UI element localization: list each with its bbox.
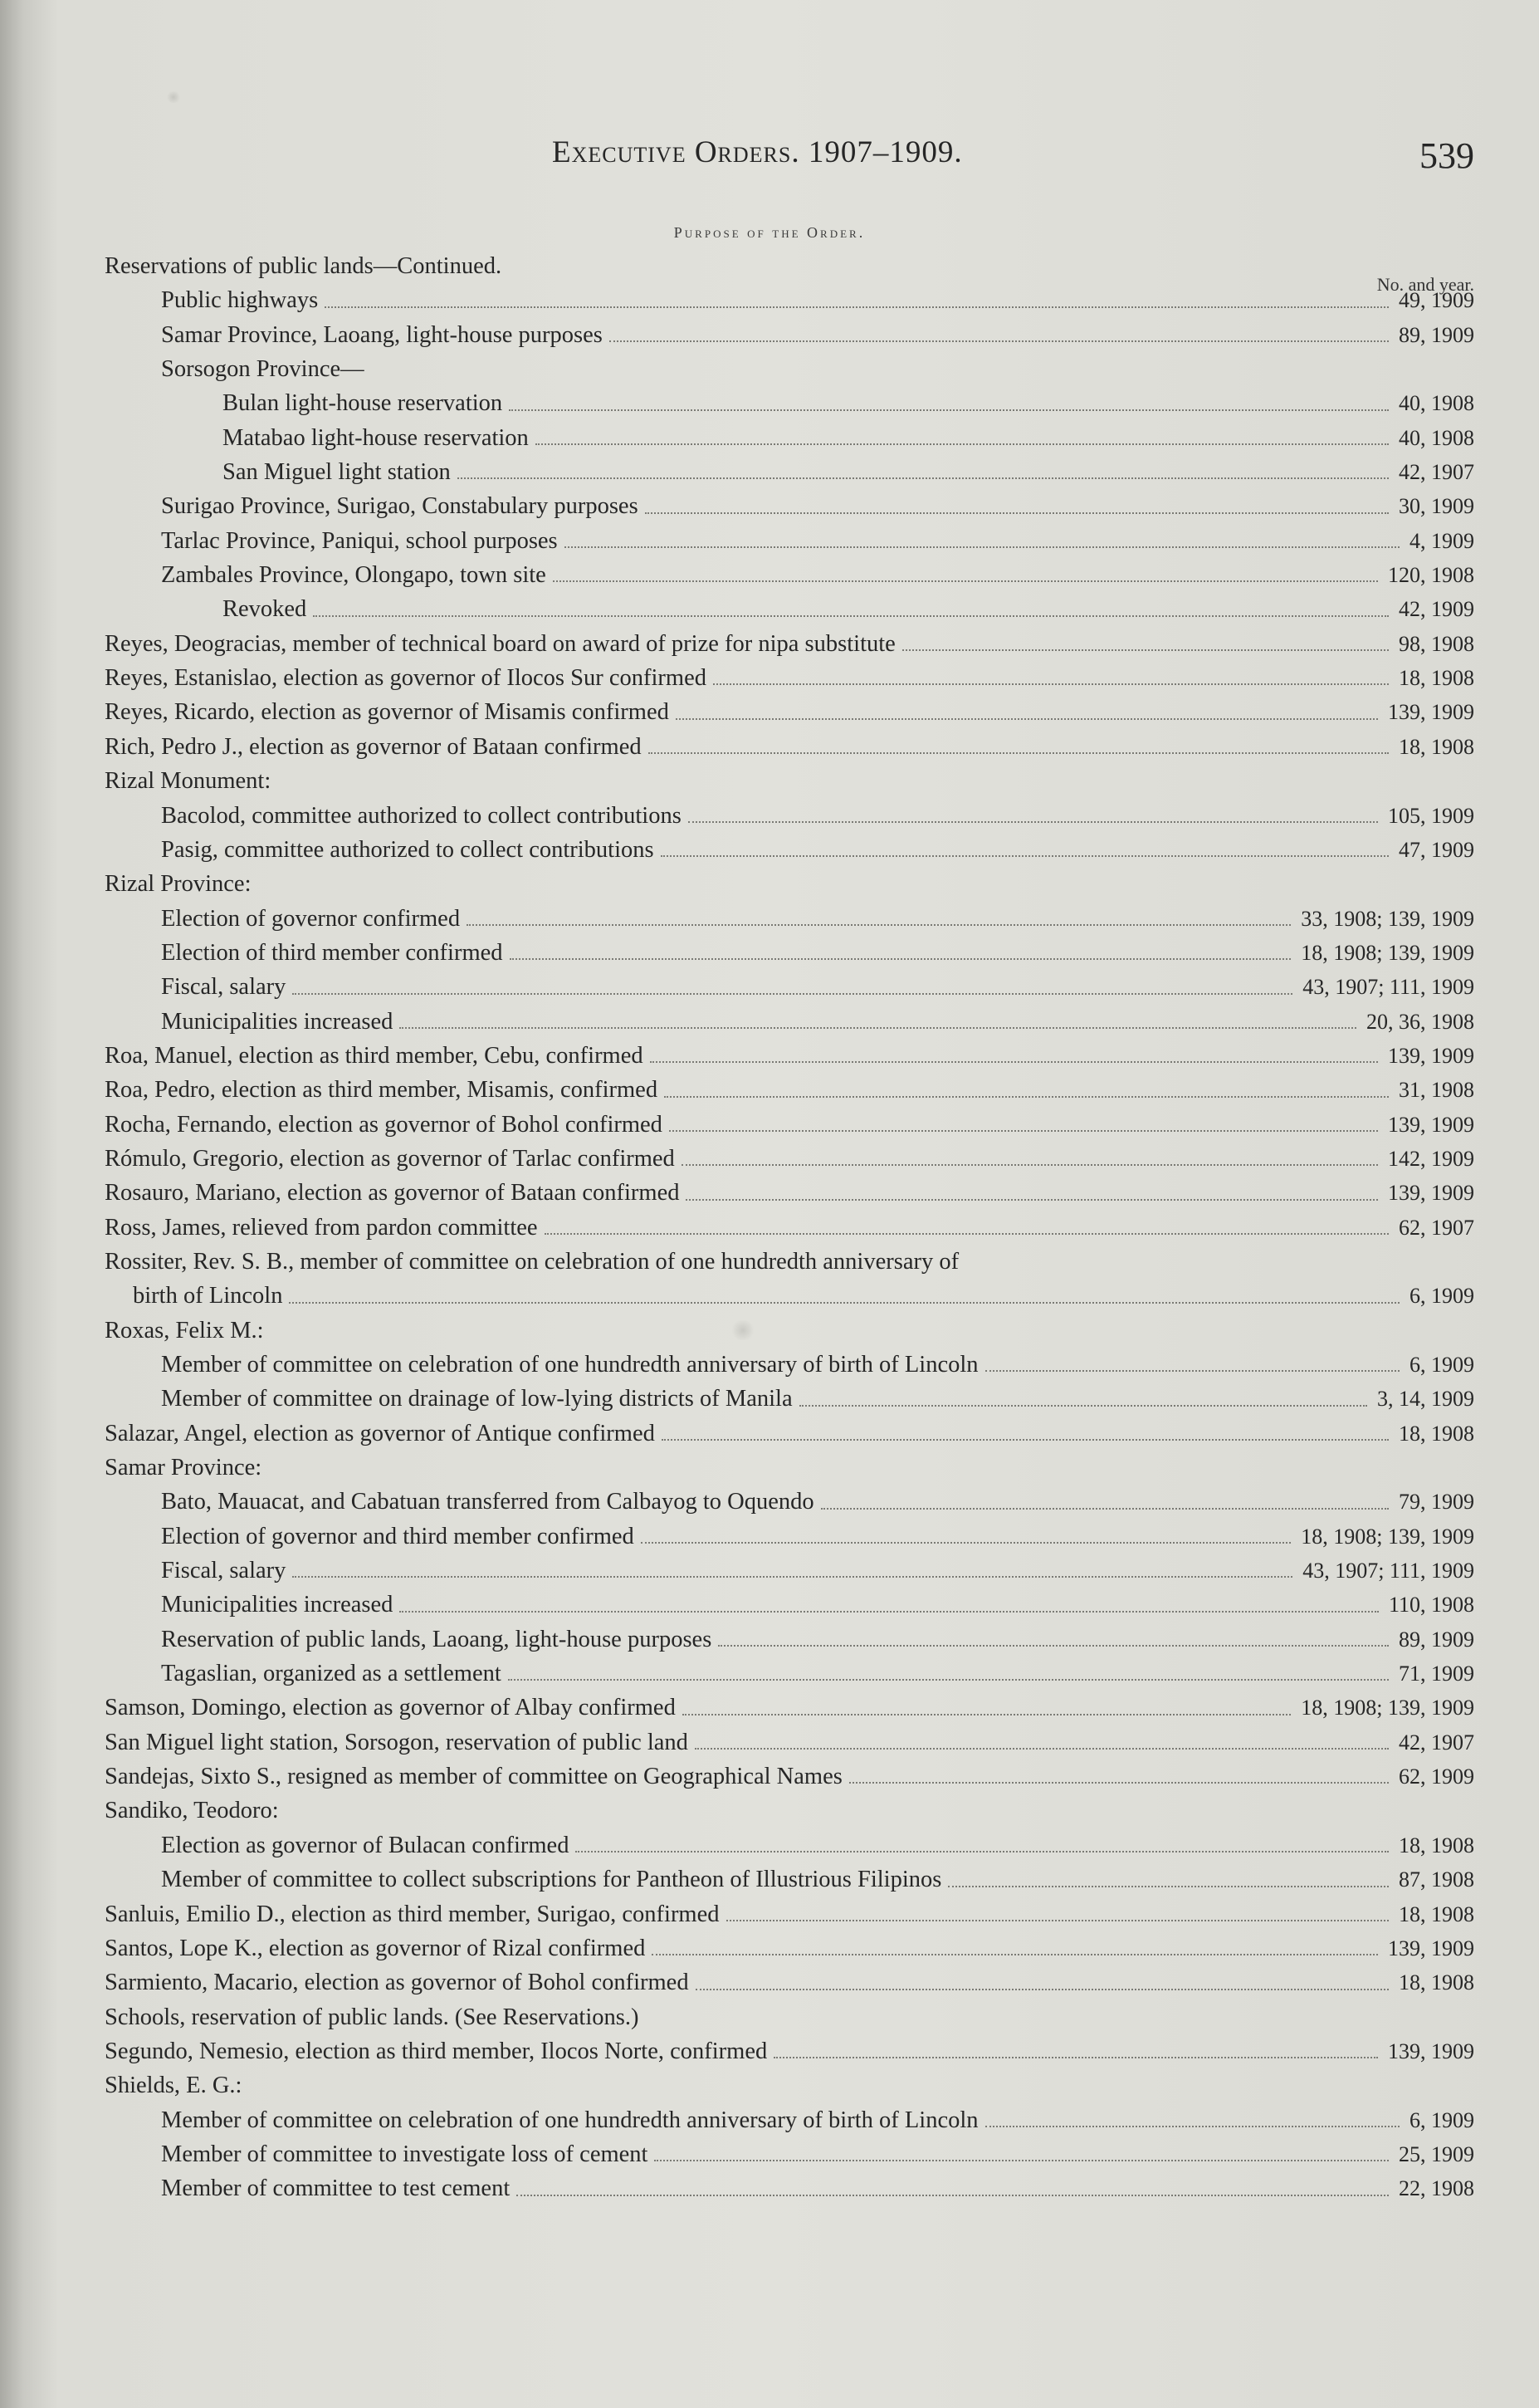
dot-leader bbox=[654, 2160, 1389, 2161]
order-reference: 79, 1909 bbox=[1399, 1490, 1474, 1515]
index-entry bbox=[105, 730, 1474, 764]
order-reference: 98, 1908 bbox=[1399, 631, 1474, 656]
entry-text: Public highways bbox=[161, 287, 319, 314]
order-reference: 120, 1908 bbox=[1388, 563, 1474, 588]
order-reference: 18, 1908 bbox=[1399, 1833, 1474, 1857]
index-entry bbox=[105, 592, 1474, 626]
index-entry bbox=[105, 1622, 1474, 1657]
entry-text: Rizal Monument: bbox=[105, 768, 271, 795]
order-reference: 110, 1908 bbox=[1388, 1593, 1474, 1618]
entry-text: Sandiko, Teodoro: bbox=[105, 1798, 279, 1824]
entry-text: Sandejas, Sixto S., resigned as member of committee on Geographical Names bbox=[105, 1764, 843, 1790]
order-reference: 139, 1909 bbox=[1388, 2038, 1474, 2063]
entry-text: San Miguel light station, Sorsogon, reservation of public land bbox=[105, 1729, 688, 1755]
order-reference: 139, 1909 bbox=[1388, 1936, 1474, 1960]
dot-leader bbox=[688, 821, 1378, 823]
index-entry bbox=[105, 1862, 1474, 1897]
index-entry bbox=[105, 318, 1474, 352]
index-entry bbox=[105, 1073, 1474, 1107]
dot-leader bbox=[325, 306, 1389, 308]
entry-text: Zambales Province, Olongapo, town site bbox=[161, 562, 546, 589]
dot-leader bbox=[648, 752, 1389, 754]
entry-text: Revoked bbox=[222, 596, 307, 623]
order-reference: 18, 1908; 139, 1909 bbox=[1301, 940, 1474, 965]
dot-leader bbox=[509, 409, 1389, 411]
order-reference: 139, 1909 bbox=[1388, 1043, 1474, 1068]
index-entry bbox=[105, 867, 1474, 901]
dot-leader bbox=[682, 1164, 1378, 1166]
index-entry bbox=[105, 1554, 1474, 1588]
order-reference: 87, 1908 bbox=[1399, 1867, 1474, 1892]
dot-leader bbox=[726, 1920, 1390, 1921]
dot-leader bbox=[661, 855, 1389, 857]
index-entry bbox=[105, 1417, 1474, 1451]
entry-text: Roa, Pedro, election as third member, Misamis, confirmed bbox=[105, 1077, 658, 1104]
order-reference: 3, 14, 1909 bbox=[1377, 1387, 1474, 1412]
order-reference: 40, 1908 bbox=[1399, 391, 1474, 416]
index-entry bbox=[105, 2000, 1474, 2034]
index-entry bbox=[105, 1725, 1474, 1760]
entry-text: Ross, James, relieved from pardon committee bbox=[105, 1214, 538, 1241]
order-reference: 89, 1909 bbox=[1399, 322, 1474, 347]
entry-text: birth of Lincoln bbox=[133, 1283, 283, 1309]
dot-leader bbox=[718, 1645, 1389, 1647]
order-reference: 25, 1909 bbox=[1399, 2141, 1474, 2166]
index-entry bbox=[105, 936, 1474, 970]
order-reference: 18, 1908 bbox=[1399, 1901, 1474, 1926]
order-reference: 43, 1907; 111, 1909 bbox=[1302, 975, 1474, 1000]
entry-text: Rómulo, Gregorio, election as governor of Tarlac confirmed bbox=[105, 1145, 675, 1172]
entry-text: Rich, Pedro J., election as governor of Bataan confirmed bbox=[105, 733, 642, 760]
entry-text: Shields, E. G.: bbox=[105, 2073, 242, 2099]
entry-text: Roxas, Felix M.: bbox=[105, 1317, 264, 1343]
order-reference: 6, 1909 bbox=[1410, 2107, 1474, 2132]
entry-text: Sorsogon Province— bbox=[161, 356, 364, 383]
dot-leader bbox=[902, 649, 1389, 651]
index-entry bbox=[105, 2137, 1474, 2171]
entry-text: Pasig, committee authorized to collect contributions bbox=[161, 836, 654, 863]
index-entry bbox=[105, 1245, 1474, 1279]
dot-leader bbox=[686, 1199, 1378, 1201]
dot-leader bbox=[609, 340, 1389, 342]
running-title: Executive Orders. 1907–1909. bbox=[552, 135, 963, 169]
entry-text: Rosauro, Mariano, election as governor of Bataan confirmed bbox=[105, 1180, 680, 1206]
order-reference: 40, 1908 bbox=[1399, 425, 1474, 450]
order-reference: 42, 1907 bbox=[1399, 460, 1474, 485]
order-reference: 6, 1909 bbox=[1410, 1353, 1474, 1377]
dot-leader bbox=[713, 683, 1389, 685]
entry-text: Tarlac Province, Paniqui, school purposes bbox=[161, 527, 558, 554]
entry-text: Tagaslian, organized as a settlement bbox=[161, 1661, 501, 1687]
dot-leader bbox=[292, 1576, 1292, 1578]
order-reference: 49, 1909 bbox=[1399, 288, 1474, 313]
entry-text: Rossiter, Rev. S. B., member of committee on celebration of one hundredth anniversary of bbox=[105, 1248, 960, 1275]
index-entry bbox=[105, 1965, 1474, 1999]
entry-text: Member of committee on celebration of one hundredth anniversary of birth of Lincoln bbox=[161, 1352, 979, 1378]
entry-text: Samson, Domingo, election as governor of Albay confirmed bbox=[105, 1695, 676, 1721]
index-entry bbox=[105, 1794, 1474, 1828]
order-reference: 42, 1909 bbox=[1399, 597, 1474, 622]
dot-leader bbox=[467, 924, 1291, 926]
order-reference: 33, 1908; 139, 1909 bbox=[1301, 906, 1474, 931]
index-entry bbox=[105, 1382, 1474, 1416]
index-entry bbox=[105, 1108, 1474, 1142]
order-reference: 18, 1908; 139, 1909 bbox=[1301, 1696, 1474, 1720]
entry-text: Member of committee to collect subscriptions for Pantheon of Illustrious Filipinos bbox=[161, 1867, 942, 1893]
index-entry bbox=[105, 352, 1474, 386]
dot-leader bbox=[985, 1370, 1400, 1372]
entry-text: Reyes, Deogracias, member of technical board on award of prize for nipa substitute bbox=[105, 630, 896, 657]
index-entry bbox=[105, 1520, 1474, 1554]
index-entry bbox=[105, 764, 1474, 798]
index-entry bbox=[105, 1931, 1474, 1965]
column-label-no-and-year: No. and year. bbox=[1376, 274, 1474, 295]
order-reference: 71, 1909 bbox=[1399, 1662, 1474, 1686]
order-reference: 6, 1909 bbox=[1410, 1284, 1474, 1309]
entry-text: Member of committee to test cement bbox=[161, 2176, 511, 2202]
dot-leader bbox=[849, 1782, 1389, 1784]
order-reference: 43, 1907; 111, 1909 bbox=[1302, 1559, 1474, 1583]
order-reference: 142, 1909 bbox=[1388, 1146, 1474, 1171]
print-smudge bbox=[166, 91, 181, 103]
entry-text: Bato, Mauacat, and Cabatuan transferred from Calbayog to Oquendo bbox=[161, 1489, 814, 1515]
column-heading: Purpose of the Order. bbox=[673, 224, 866, 241]
entry-text: Reservations of public lands—Continued. bbox=[105, 253, 502, 279]
order-reference: 139, 1909 bbox=[1388, 700, 1474, 725]
dot-leader bbox=[399, 1611, 1379, 1613]
entry-text: Samar Province: bbox=[105, 1455, 262, 1481]
dot-leader bbox=[985, 2126, 1400, 2127]
dot-leader bbox=[664, 1096, 1389, 1098]
index-entry bbox=[105, 1828, 1474, 1862]
index-entry bbox=[105, 1142, 1474, 1176]
order-reference: 105, 1909 bbox=[1388, 803, 1474, 828]
dot-leader bbox=[821, 1508, 1389, 1510]
index-entry bbox=[105, 1348, 1474, 1382]
order-reference: 18, 1908 bbox=[1399, 666, 1474, 691]
index-entry bbox=[105, 421, 1474, 455]
order-reference: 22, 1908 bbox=[1399, 2176, 1474, 2201]
index-entry bbox=[105, 1657, 1474, 1691]
dot-leader bbox=[645, 512, 1389, 514]
index-entry bbox=[105, 1314, 1474, 1348]
entry-text: Samar Province, Laoang, light-house purposes bbox=[161, 321, 603, 348]
order-reference: 47, 1909 bbox=[1399, 837, 1474, 862]
entry-text: Sanluis, Emilio D., election as third member, Surigao, confirmed bbox=[105, 1901, 720, 1927]
entry-text: Reyes, Ricardo, election as governor of Misamis confirmed bbox=[105, 699, 669, 726]
dot-leader bbox=[508, 1679, 1389, 1681]
running-head bbox=[0, 135, 1539, 184]
entry-text: Municipalities increased bbox=[161, 1592, 393, 1618]
dot-leader bbox=[545, 1233, 1389, 1235]
index-entry bbox=[105, 1691, 1474, 1725]
order-reference: 18, 1908 bbox=[1399, 734, 1474, 759]
order-reference: 18, 1908 bbox=[1399, 1970, 1474, 1995]
index-entry bbox=[105, 799, 1474, 833]
entry-text: Schools, reservation of public lands. (See Reservations.) bbox=[105, 2004, 639, 2030]
dot-leader bbox=[695, 1748, 1389, 1750]
index-entry bbox=[105, 661, 1474, 695]
entry-text: Election as governor of Bulacan confirmed bbox=[161, 1832, 569, 1858]
index-entry bbox=[105, 2034, 1474, 2068]
entry-text: Election of third member confirmed bbox=[161, 939, 503, 966]
entry-text: Member of committee to investigate loss of cement bbox=[161, 2141, 648, 2167]
index-entry bbox=[105, 1760, 1474, 1794]
index-entry bbox=[105, 455, 1474, 489]
dot-leader bbox=[516, 2195, 1389, 2196]
entry-text: Rocha, Fernando, election as governor of Bohol confirmed bbox=[105, 1111, 662, 1138]
index-entry bbox=[105, 386, 1474, 420]
index-entry bbox=[105, 695, 1474, 729]
order-reference: 30, 1909 bbox=[1399, 494, 1474, 519]
dot-leader bbox=[774, 2057, 1378, 2058]
dot-leader bbox=[650, 1061, 1378, 1063]
index-entry bbox=[105, 902, 1474, 936]
dot-leader bbox=[457, 477, 1389, 479]
index-entry bbox=[105, 2171, 1474, 2205]
index-entry bbox=[105, 2103, 1474, 2137]
order-reference: 18, 1908 bbox=[1399, 1421, 1474, 1446]
index-entry bbox=[105, 970, 1474, 1004]
index-entry bbox=[105, 283, 1474, 317]
entry-text: Member of committee on drainage of low-lying districts of Manila bbox=[161, 1386, 793, 1412]
order-reference: 139, 1909 bbox=[1388, 1112, 1474, 1137]
entry-text: Election of governor and third member confirmed bbox=[161, 1523, 634, 1549]
dot-leader bbox=[696, 1989, 1389, 1990]
entry-text: Segundo, Nemesio, election as third member, Ilocos Norte, confirmed bbox=[105, 2038, 768, 2064]
entry-text: Roa, Manuel, election as third member, Cebu, confirmed bbox=[105, 1042, 643, 1069]
index-entry bbox=[105, 558, 1474, 592]
order-reference: 62, 1909 bbox=[1399, 1764, 1474, 1789]
index-entry bbox=[105, 1005, 1474, 1039]
index-entry bbox=[105, 1897, 1474, 1931]
order-reference: 89, 1909 bbox=[1399, 1627, 1474, 1652]
entry-text: Election of governor confirmed bbox=[161, 905, 461, 932]
index-entry bbox=[105, 833, 1474, 867]
dot-leader bbox=[510, 958, 1292, 960]
entry-text: Matabao light-house reservation bbox=[222, 424, 529, 451]
entry-text: Reyes, Estanislao, election as governor of Ilocos Sur confirmed bbox=[105, 665, 706, 692]
dot-leader bbox=[948, 1886, 1389, 1887]
dot-leader bbox=[289, 1302, 1400, 1304]
order-reference: 42, 1907 bbox=[1399, 1730, 1474, 1755]
order-reference: 18, 1908; 139, 1909 bbox=[1301, 1524, 1474, 1549]
index-entry bbox=[105, 1451, 1474, 1485]
entry-text: Reservation of public lands, Laoang, light-house purposes bbox=[161, 1626, 712, 1652]
entry-text: Santos, Lope K., election as governor of Rizal confirmed bbox=[105, 1935, 646, 1961]
entry-text: Member of committee on celebration of one hundredth anniversary of birth of Lincoln bbox=[161, 2107, 979, 2133]
index-entry bbox=[105, 249, 1474, 283]
entry-text: San Miguel light station bbox=[222, 459, 451, 486]
index-entry bbox=[105, 524, 1474, 558]
dot-leader bbox=[553, 580, 1378, 582]
index-entry bbox=[105, 1279, 1474, 1313]
dot-leader bbox=[682, 1714, 1291, 1715]
entry-text: Municipalities increased bbox=[161, 1008, 393, 1035]
dot-leader bbox=[799, 1405, 1367, 1407]
entry-text: Sarmiento, Macario, election as governor of Bohol confirmed bbox=[105, 1970, 689, 1996]
index-entry bbox=[105, 1039, 1474, 1073]
index-entry bbox=[105, 2068, 1474, 2102]
index-entry bbox=[105, 1588, 1474, 1622]
order-reference: 4, 1909 bbox=[1410, 528, 1474, 553]
order-reference: 139, 1909 bbox=[1388, 1181, 1474, 1206]
dot-leader bbox=[662, 1439, 1389, 1441]
entry-text: Bacolod, committee authorized to collect contributions bbox=[161, 802, 682, 829]
entry-text: Bulan light-house reservation bbox=[222, 390, 503, 417]
entry-text: Salazar, Angel, election as governor of Antique confirmed bbox=[105, 1420, 655, 1446]
index-list bbox=[105, 249, 1474, 2206]
entry-text: Rizal Province: bbox=[105, 871, 252, 898]
dot-leader bbox=[535, 443, 1389, 445]
index-entry bbox=[105, 489, 1474, 523]
dot-leader bbox=[669, 1130, 1378, 1132]
dot-leader bbox=[676, 718, 1378, 720]
dot-leader bbox=[292, 993, 1292, 995]
dot-leader bbox=[564, 546, 1400, 548]
index-entry bbox=[105, 627, 1474, 661]
dot-leader bbox=[313, 615, 1389, 617]
entry-text: Fiscal, salary bbox=[161, 974, 286, 1001]
index-entry bbox=[105, 1176, 1474, 1210]
index-entry bbox=[105, 1485, 1474, 1519]
index-entry bbox=[105, 1211, 1474, 1245]
order-reference: 62, 1907 bbox=[1399, 1215, 1474, 1240]
entry-text: Fiscal, salary bbox=[161, 1558, 286, 1584]
dot-leader bbox=[641, 1542, 1291, 1544]
dot-leader bbox=[652, 1954, 1378, 1955]
dot-leader bbox=[575, 1851, 1389, 1852]
order-reference: 20, 36, 1908 bbox=[1366, 1009, 1474, 1034]
page-number: 539 bbox=[1419, 135, 1474, 176]
entry-text: Surigao Province, Surigao, Constabulary purposes bbox=[161, 493, 638, 520]
dot-leader bbox=[399, 1027, 1356, 1029]
order-reference: 31, 1908 bbox=[1399, 1078, 1474, 1103]
